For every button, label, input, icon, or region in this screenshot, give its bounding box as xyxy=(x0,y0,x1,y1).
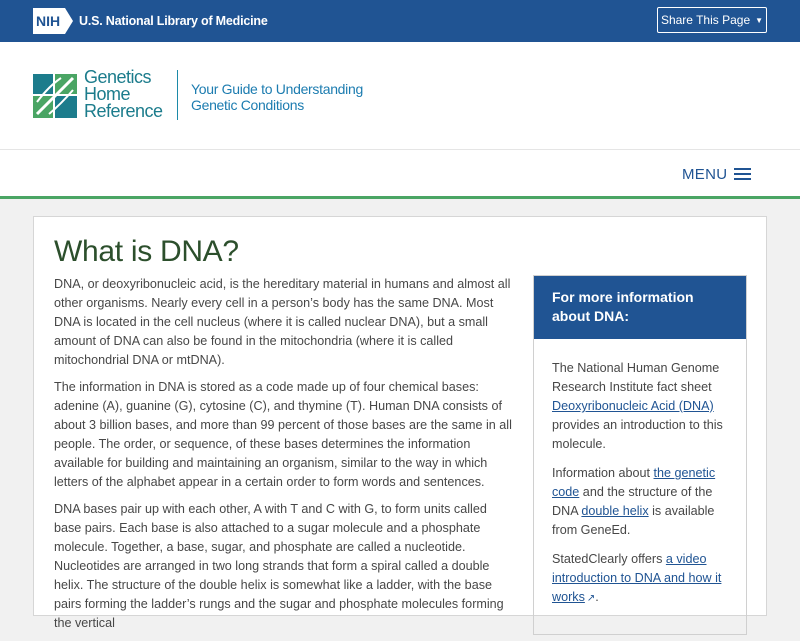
content-card xyxy=(33,216,767,630)
sidebar-item-geneed xyxy=(552,464,728,540)
sidebar-item-text: provides an introduction to this molecule. xyxy=(552,418,723,451)
nih-org-name: U.S. National Library of Medicine xyxy=(79,14,268,28)
dna-video-link[interactable]: a video introduction to DNA and how it works xyxy=(552,552,722,604)
ghr-tagline xyxy=(191,81,363,113)
dna-helix-logo-icon[interactable] xyxy=(33,74,77,118)
ghr-wordmark[interactable] xyxy=(84,69,163,120)
article-paragraph-2: The information in DNA is stored as a code made up of four chemical bases: adenine (A), guanine (G), cytosine (C), and thymine (T). Human DNA consists of about 3 billion bases, and more than 99 percent of those bases are the same in all people. The order, or sequence, of these bases determines the information available for building and maintaining an organism, similar to the way in which letters of the alphabet appear in a certain order to form words and sentences. xyxy=(54,380,512,489)
tagline-line2: Genetic Conditions xyxy=(191,97,304,113)
ghr-name-line3: Reference xyxy=(84,101,163,121)
sidebar-item-nhgri xyxy=(552,359,728,454)
caret-down-icon: ▼ xyxy=(755,15,764,25)
sidebar-item-statedclearly xyxy=(552,550,728,608)
page-title: What is DNA? xyxy=(54,235,239,268)
share-page-label: Share This Page xyxy=(660,13,751,27)
sidebar-body xyxy=(534,339,746,608)
menu-button-label[interactable]: MENU xyxy=(682,166,728,183)
ghr-name-line2: Home xyxy=(84,84,131,104)
share-page-button[interactable] xyxy=(657,7,767,33)
menu-bar xyxy=(0,150,800,199)
svg-text:NIH: NIH xyxy=(36,13,61,29)
brand-header xyxy=(0,42,800,150)
more-info-sidebar xyxy=(533,275,747,635)
sidebar-item-text: StatedClearly offers xyxy=(552,552,666,566)
article-paragraph-3: DNA bases pair up with each other, A with T and C with G, to form units called base pairs. Each base is also attached to a sugar molecule and a phosphate molecule. Together, a base, sugar, and phosphate are called a nucleotide. Nucleotides are arranged in two long strands that form a spiral called a double helix. The structure of the double helix is somewhat like a ladder, with the base pairs forming the ladder’s rungs and the sugar and phosphate molecules forming the vertical xyxy=(54,502,504,630)
hamburger-icon[interactable] xyxy=(734,168,751,180)
sidebar-item-text: is available from GeneEd. xyxy=(552,504,715,537)
genetic-code-link[interactable]: the genetic code xyxy=(552,466,716,499)
article-body xyxy=(54,275,514,641)
nih-topbar xyxy=(0,0,800,42)
sidebar-item-text: The National Human Genome Research Institute fact sheet xyxy=(552,361,720,394)
sidebar-heading: For more information about DNA: xyxy=(534,276,746,339)
ghr-name-line1: Genetics xyxy=(84,67,152,87)
sidebar-item-text: Information about xyxy=(552,466,654,480)
sidebar-item-text: . xyxy=(595,590,599,604)
article-paragraph-1: DNA, or deoxyribonucleic acid, is the hereditary material in humans and almost all other organisms. Nearly every cell in a person’s body has the same DNA. Most DNA is located in the cell nucleus (where it is called nuclear DNA), but a small amount of DNA can also be found in the mitochondria (where it is called mitochondrial DNA or mtDNA). xyxy=(54,277,511,367)
nih-logo-link[interactable] xyxy=(33,8,268,34)
nih-badge-icon xyxy=(33,8,73,34)
sidebar-item-text: and the structure of the DNA xyxy=(552,485,713,518)
tagline-line1: Your Guide to Understanding xyxy=(191,81,363,97)
external-link-icon[interactable]: ↗ xyxy=(586,593,596,604)
brand-divider xyxy=(177,70,178,120)
dna-fact-sheet-link[interactable]: Deoxyribonucleic Acid (DNA) xyxy=(552,399,714,413)
double-helix-link[interactable]: double helix xyxy=(581,504,649,518)
